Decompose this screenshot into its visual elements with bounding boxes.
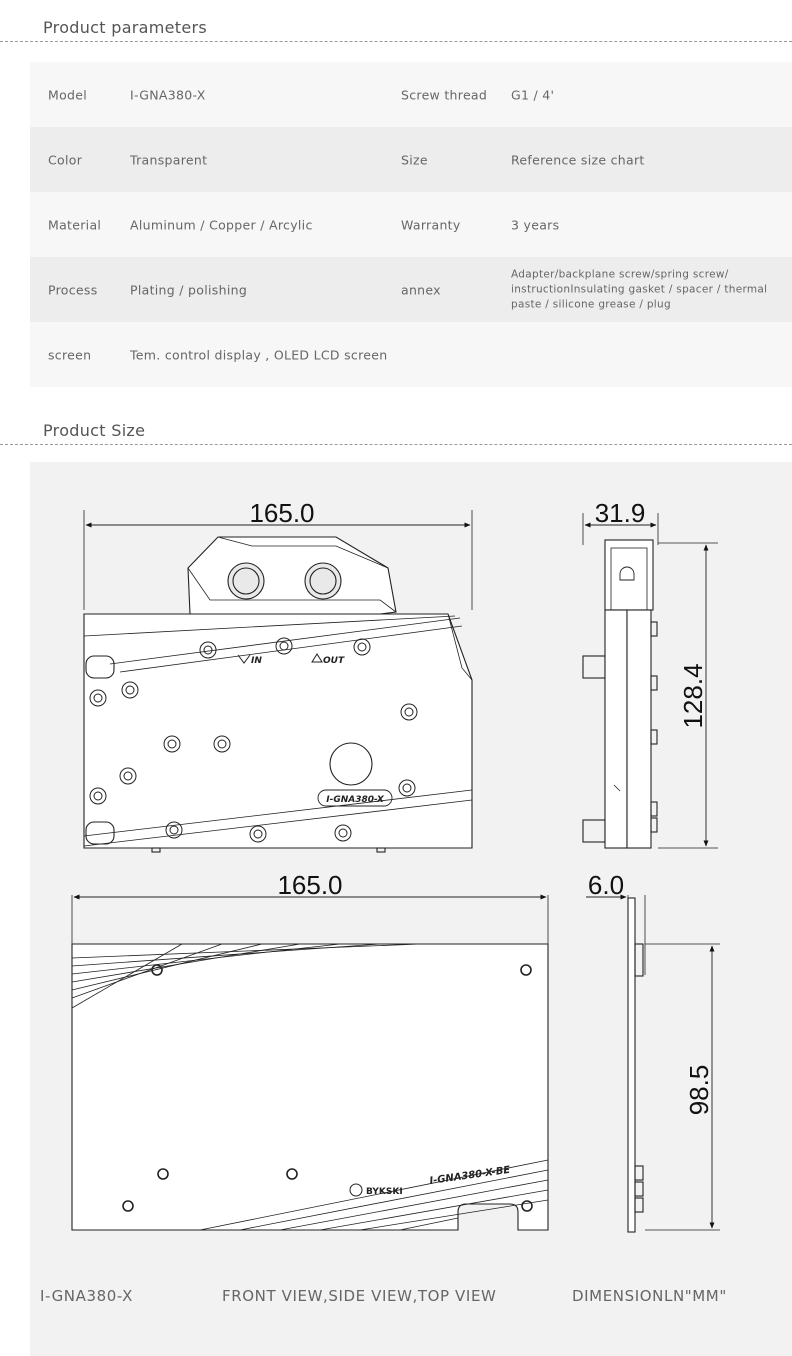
inlet-label: IN — [251, 656, 262, 666]
front-view — [84, 498, 472, 852]
technical-drawing — [30, 462, 792, 1356]
table-row — [30, 192, 792, 257]
param-value: Aluminum / Copper / Arcylic — [130, 217, 313, 232]
footer-views: FRONT VIEW,SIDE VIEW,TOP VIEW — [222, 1287, 497, 1305]
section-divider — [0, 41, 792, 42]
param-value: Transparent — [130, 152, 208, 167]
param-key: Warranty — [401, 217, 461, 232]
footer-unit: DIMENSIONLN"MM" — [572, 1287, 727, 1305]
param-value: Plating / polishing — [130, 282, 248, 297]
dim-front-width: 165.0 — [249, 498, 315, 528]
section-divider — [0, 444, 792, 445]
param-key: Screw thread — [401, 87, 488, 102]
side-view — [583, 498, 718, 848]
param-key: Model — [48, 87, 88, 102]
outlet-label: OUT — [323, 656, 345, 666]
param-key: Process — [48, 282, 98, 297]
param-value: Tem. control display , OLED LCD screen — [130, 347, 388, 362]
dim-front-height: 128.4 — [678, 663, 708, 729]
param-value: 3 years — [511, 217, 560, 232]
param-key: screen — [48, 347, 92, 362]
param-key: Color — [48, 152, 83, 167]
section-title-size: Product Size — [43, 421, 146, 440]
dim-side-depth: 31.9 — [594, 498, 646, 528]
block-model-label: I-GNA380-X — [326, 795, 384, 805]
backplate-model-label: I-GNA380-X-BE — [428, 1164, 511, 1187]
param-value: G1 / 4' — [511, 87, 555, 102]
table-row — [30, 322, 792, 387]
param-value: Reference size chart — [511, 152, 645, 167]
dim-back-height: 98.5 — [684, 1064, 714, 1116]
table-row — [30, 62, 792, 127]
section-title-parameters: Product parameters — [43, 18, 208, 37]
table-row — [30, 127, 792, 192]
backplate-side-view — [586, 870, 720, 1232]
table-row — [30, 257, 792, 322]
param-value: I-GNA380-X — [130, 87, 206, 102]
footer-model: I-GNA380-X — [40, 1287, 134, 1305]
backplate-view — [72, 870, 548, 1230]
brand-logo-text: BYKSKI — [366, 1187, 403, 1197]
size-drawing-panel — [30, 462, 792, 1356]
param-value: Adapter/backplane screw/spring screw/ instructionInsulating gasket / spacer / thermal paste / silicone grease / plug — [511, 268, 768, 310]
dim-back-thickness: 6.0 — [587, 870, 625, 900]
parameters-table — [30, 62, 792, 387]
dim-back-width: 165.0 — [277, 870, 343, 900]
param-key: Size — [401, 152, 428, 167]
param-key: annex — [401, 282, 441, 297]
param-key: Material — [48, 217, 102, 232]
